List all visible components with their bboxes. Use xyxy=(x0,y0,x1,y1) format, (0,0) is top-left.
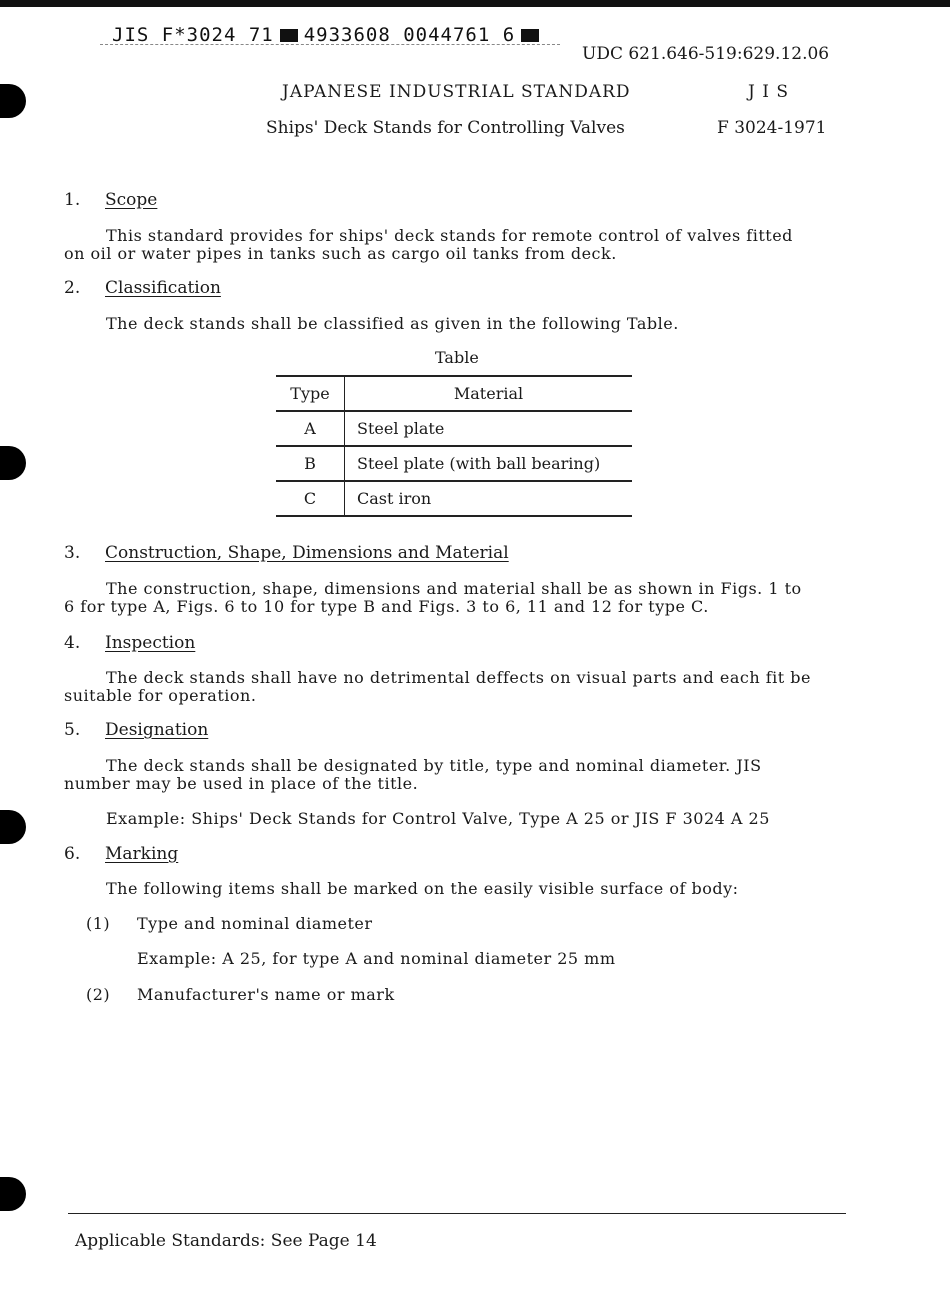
jis-label: J I S xyxy=(748,82,789,102)
table-cell-type: B xyxy=(276,446,345,481)
table-header-row xyxy=(276,376,632,411)
table-cell-material: Cast iron xyxy=(345,481,633,516)
table-cell-material: Steel plate (with ball bearing) xyxy=(345,446,633,481)
table-header-material: Material xyxy=(345,376,633,411)
margin-mark xyxy=(0,84,26,118)
paragraph-line: suitable for operation. xyxy=(64,686,257,705)
standard-number: F 3024-1971 xyxy=(717,118,827,138)
designation-example: Example: Ships' Deck Stands for Control Valve, Type A 25 or JIS F 3024 A 25 xyxy=(106,809,770,828)
applicable-standards: Applicable Standards: See Page 14 xyxy=(75,1231,377,1251)
dashed-rule xyxy=(100,44,560,45)
paragraph-line: 6 for type A, Figs. 6 to 10 for type B and Figs. 3 to 6, 11 and 12 for type C. xyxy=(64,597,709,616)
footer-rule xyxy=(68,1213,846,1214)
black-block-icon xyxy=(280,29,298,42)
paragraph-line: number may be used in place of the title. xyxy=(64,774,419,793)
list-item: Type and nominal diameter xyxy=(137,914,373,933)
section-title-inspection: Inspection xyxy=(105,633,196,653)
black-block-icon xyxy=(521,29,539,42)
table-header-type: Type xyxy=(276,376,345,411)
list-item-number: (1) xyxy=(86,914,111,933)
section-title-classification: Classification xyxy=(105,278,221,298)
section-number: 3. xyxy=(64,543,81,563)
paragraph-line: The deck stands shall have no detrimental deffects on visual parts and each fit be xyxy=(106,668,811,687)
data-line-part-1: JIS F*3024 71 xyxy=(112,24,274,46)
section-title-designation: Designation xyxy=(105,720,209,740)
marking-example: Example: A 25, for type A and nominal diameter 25 mm xyxy=(137,949,616,968)
paragraph-line: The construction, shape, dimensions and material shall be as shown in Figs. 1 to xyxy=(106,579,802,598)
section-number: 1. xyxy=(64,190,81,210)
margin-mark xyxy=(0,1177,26,1211)
top-border xyxy=(0,0,950,7)
classification-table xyxy=(276,375,632,517)
table-cell-type: A xyxy=(276,411,345,446)
standard-org: JAPANESE INDUSTRIAL STANDARD xyxy=(282,82,631,102)
paragraph-line: The deck stands shall be designated by title, type and nominal diameter. JIS xyxy=(106,756,762,775)
paragraph-line: on oil or water pipes in tanks such as cargo oil tanks from deck. xyxy=(64,244,617,263)
table-row xyxy=(276,446,632,481)
section-number: 4. xyxy=(64,633,81,653)
section-title-construction: Construction, Shape, Dimensions and Material xyxy=(105,543,509,563)
udc-number: UDC 621.646-519:629.12.06 xyxy=(582,44,830,64)
table-caption: Table xyxy=(435,348,479,367)
section-number: 2. xyxy=(64,278,81,298)
paragraph-line: The deck stands shall be classified as given in the following Table. xyxy=(106,314,679,333)
paragraph-line: The following items shall be marked on the easily visible surface of body: xyxy=(106,879,739,898)
table-row xyxy=(276,411,632,446)
document-title: Ships' Deck Stands for Controlling Valves xyxy=(266,118,625,138)
section-number: 5. xyxy=(64,720,81,740)
margin-mark xyxy=(0,810,26,844)
table-cell-material: Steel plate xyxy=(345,411,633,446)
section-title-marking: Marking xyxy=(105,844,179,864)
table-cell-type: C xyxy=(276,481,345,516)
data-line-part-2: 4933608 0044761 6 xyxy=(303,24,516,46)
section-title-scope: Scope xyxy=(105,190,158,210)
paragraph-line: This standard provides for ships' deck stands for remote control of valves fitted xyxy=(106,226,793,245)
list-item: Manufacturer's name or mark xyxy=(137,985,395,1004)
section-number: 6. xyxy=(64,844,81,864)
list-item-number: (2) xyxy=(86,985,111,1004)
margin-mark xyxy=(0,446,26,480)
data-line xyxy=(112,24,545,46)
table-row xyxy=(276,481,632,516)
